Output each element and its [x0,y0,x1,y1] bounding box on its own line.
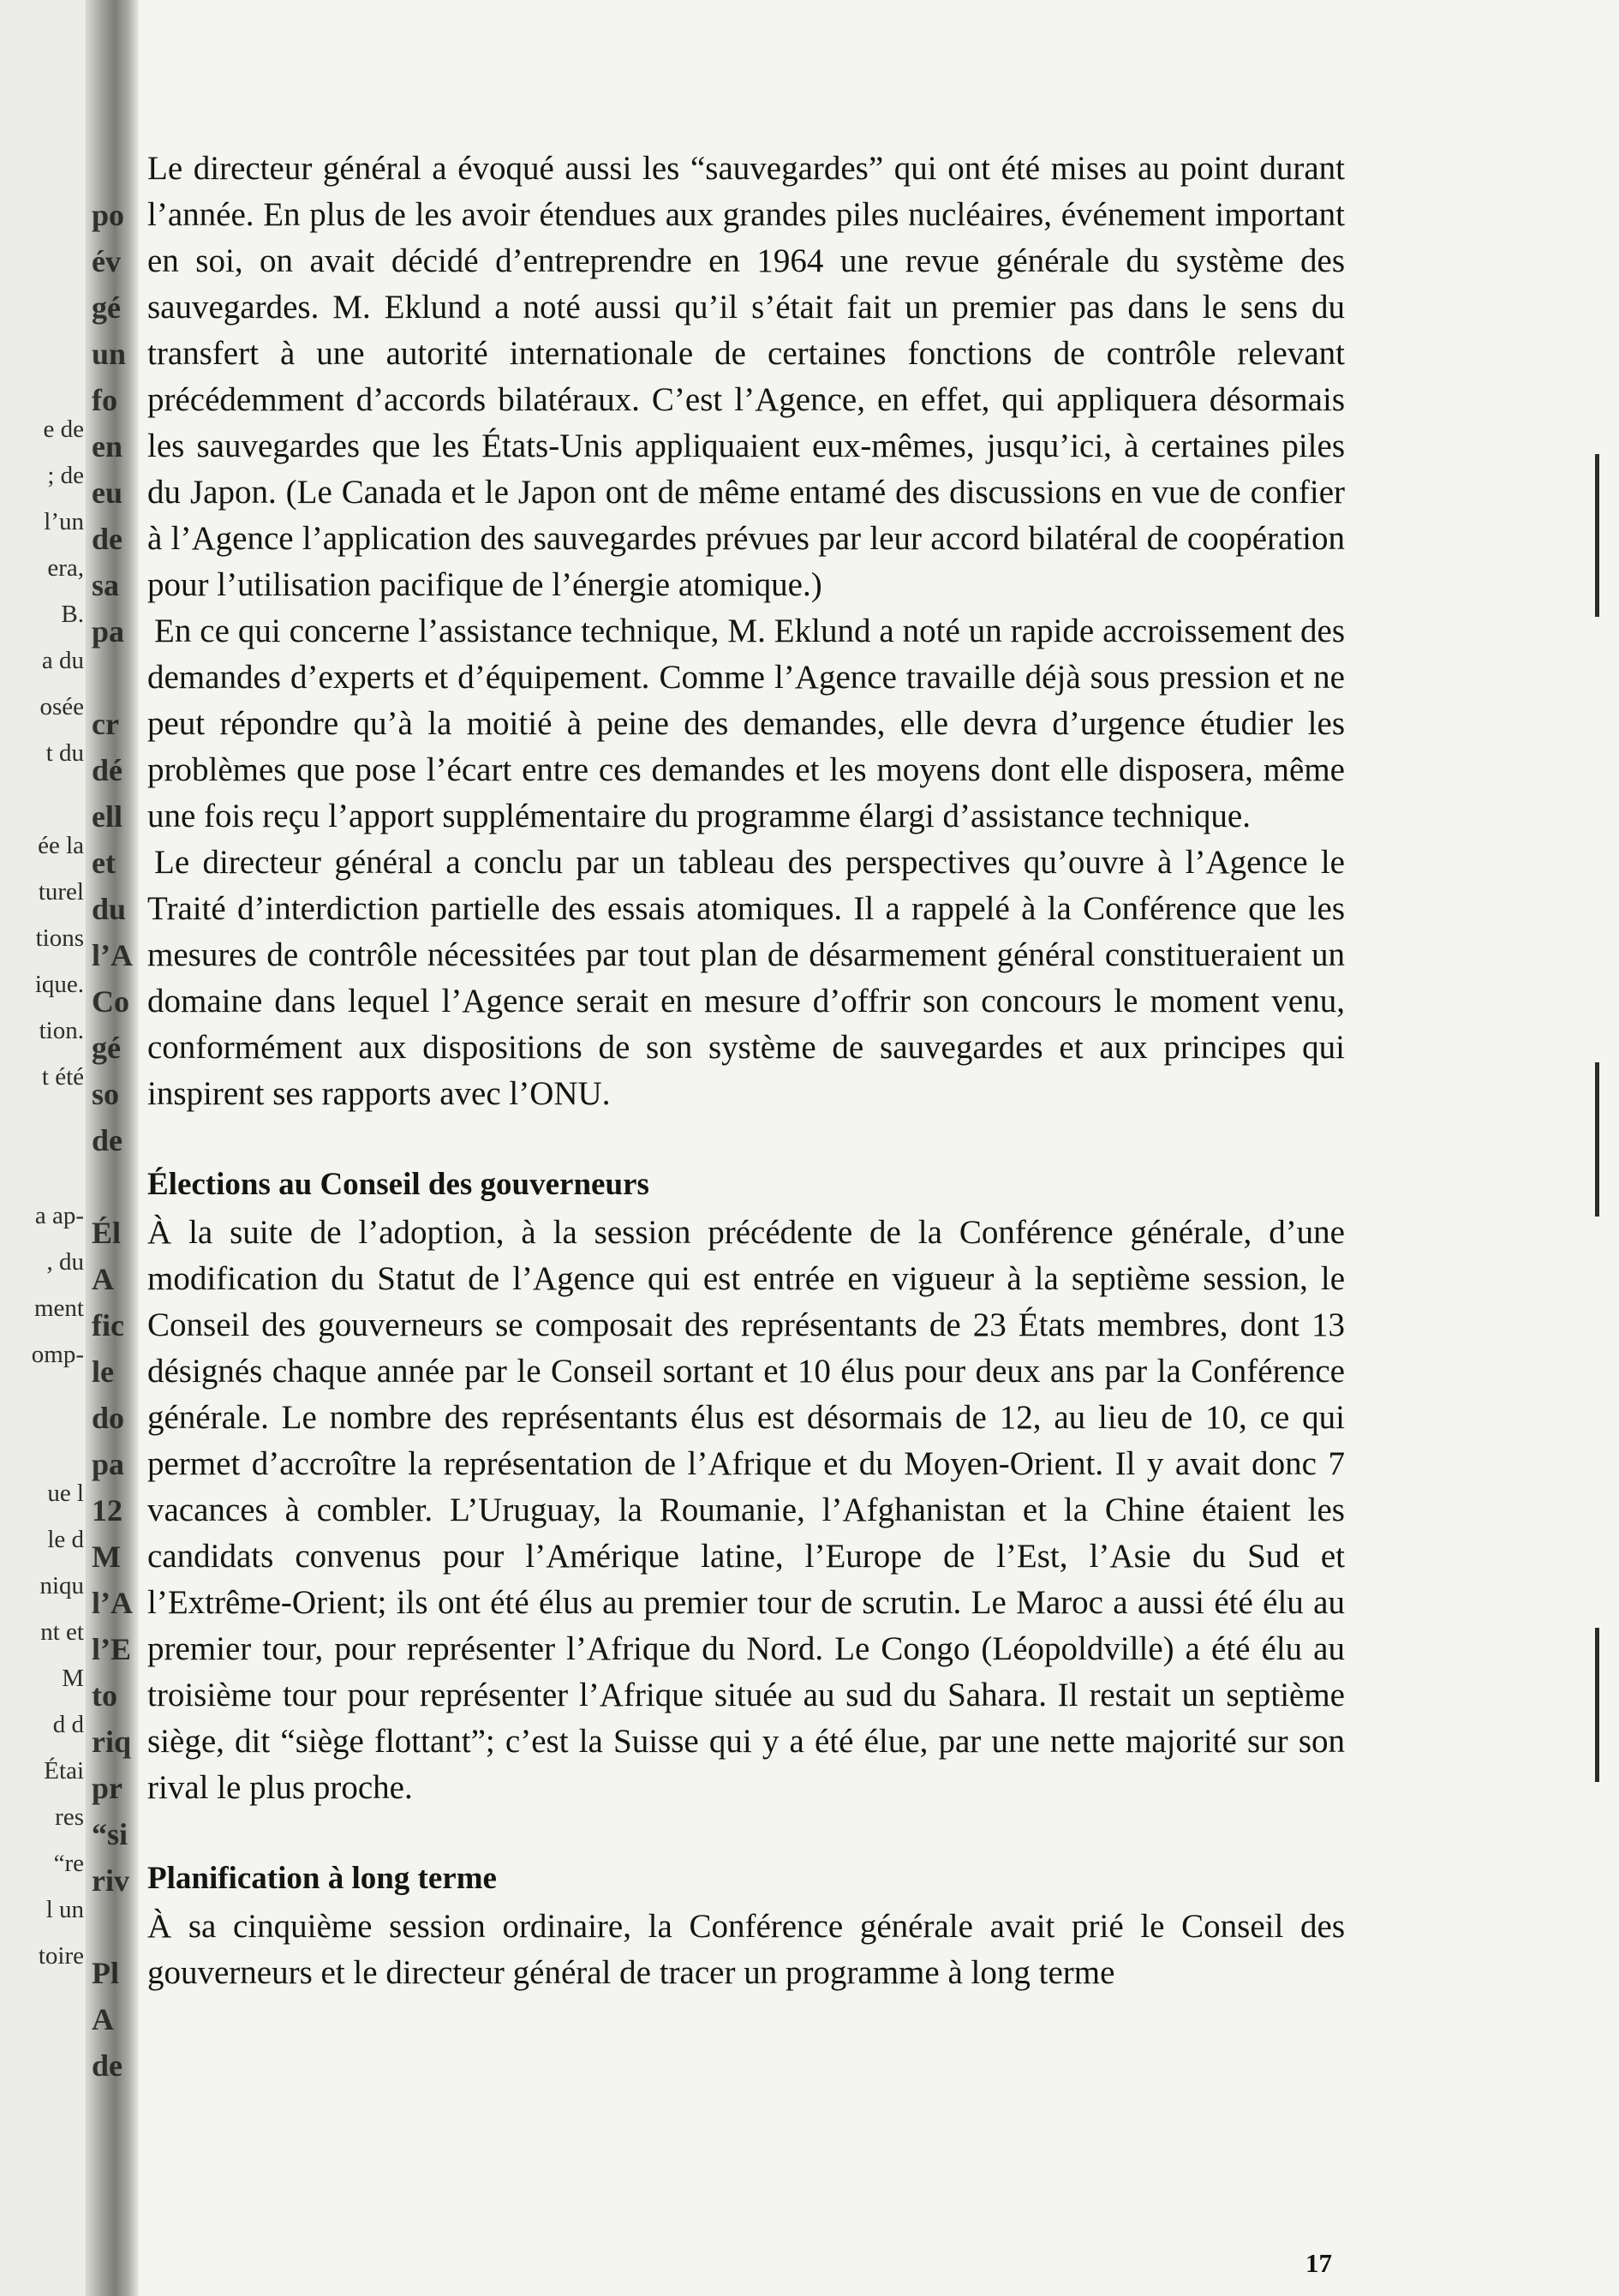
fragment: le d [47,1526,84,1553]
gutter-text-fragments [92,192,141,2089]
blank-line [92,1163,141,1210]
fragment: a du [41,647,84,674]
facing-page-text-fragments [0,406,84,1979]
page-body [147,146,1345,1996]
blank-line [0,1378,84,1470]
fragment: fic [92,1308,124,1342]
fragment: l’A [92,938,133,972]
fragment: nt et [40,1618,84,1646]
fragment: riv [92,1863,129,1898]
fragment: tions [35,924,84,952]
fragment: toire [38,1942,84,1970]
fragment: et [92,846,116,880]
section-heading: Planification à long terme [147,1861,497,1896]
fragment: Él [92,1216,122,1250]
fragment: so [92,1077,120,1111]
fragment: pa [92,614,125,649]
fragment: A [92,1262,114,1296]
fragment: dé [92,753,122,787]
fragment: év [92,244,121,278]
fragment: t été [41,1063,84,1091]
fragment: eu [92,475,122,510]
fragment: 12 [92,1493,122,1528]
fragment: du [92,892,127,926]
blank-line [0,1100,84,1193]
fragment: de [92,2048,122,2083]
fragment: l’E [92,1632,132,1666]
fragment: to [92,1678,117,1713]
fragment: Étai [44,1757,84,1785]
paragraph: En ce qui concerne l’assistance technique, M. Eklund a noté un rapide accroissement des demandes d’experts et d’équipement. Comme l’Agence travaille déjà sous pression et ne peut répondre qu’à la moitié à peine des demandes, elle devra d’urgence étudier les problèmes que pose l’écart entre ces demandes et les moyens dont elle disposera, même une fois reçu l’apport supplémentaire du programme élargi d’assistance technique. [147,613,1345,834]
fragment: era, [47,554,84,582]
fragment: cr [92,707,119,741]
fragment: turel [38,878,84,906]
fragment: ; de [47,462,84,489]
fragment: pa [92,1447,125,1481]
fragment: en [92,429,122,463]
fragment: l’un [44,508,84,535]
scan-edge-mark [1595,1628,1599,1782]
fragment: e de [43,416,84,443]
fragment: A [92,2002,114,2036]
fragment: le [92,1354,114,1389]
fragment: d d [52,1711,84,1738]
fragment: ue l [47,1480,84,1507]
fragment: pr [92,1771,122,1805]
fragment: res [55,1803,84,1831]
paragraph: À sa cinquième session ordinaire, la Conférence générale avait prié le Conseil des gouverneurs et le directeur général de tracer un programme à long terme [147,1908,1345,1991]
paragraph: À la suite de l’adoption, à la session précédente de la Conférence générale, d’une modification du Statut de l’Agence qui est entrée en vigueur à la septième session, le Conseil des gouverneurs se composait des représentants de 23 États membres, dont 13 désignés chaque année par le Conseil sortant et 10 élus pour deux ans par la Conférence générale. Le nombre des représentants élus est désormais de 12, au lieu de 10, ce qui permet d’accroître la représentation de l’Afrique et du Moyen-Orient. Il y avait donc 7 vacances à combler. L’Uruguay, la Roumanie, l’Afghanistan et la Chine étaient les candidats convenus pour l’Amérique latine, l’Europe de l’Est, l’Asie du Sud et l’Extrême-Orient; ils ont été élus au premier tour de scrutin. Le Maroc a aussi été élu au premier tour, pour représenter l’Afrique du Nord. Le Congo (Léopoldville) a été élu au troisième tour pour représenter l’Afrique située au sud du Sahara. Il restait un septième siège, dit “siège flottant”; c’est la Suisse qui y a été élue, par une nette majorité sur son rival le plus proche. [147,1214,1345,1806]
fragment: “si [92,1817,128,1851]
fragment: “re [53,1850,84,1877]
fragment: M [62,1665,84,1692]
fragment: osée [39,693,84,720]
scan-edge-mark [1595,1062,1599,1217]
fragment: l’A [92,1586,133,1620]
fragment: , du [46,1248,84,1276]
blank-line [92,655,141,701]
fragment: t du [45,739,84,767]
page-number: 17 [1305,2248,1332,2278]
fragment: ique. [34,971,84,998]
fragment: ell [92,799,122,834]
fragment: riq [92,1725,132,1759]
fragment: a ap- [34,1202,84,1229]
paragraph: Le directeur général a évoqué aussi les “sauvegardes” qui ont été mises au point durant l’année. En plus de les avoir étendues aux grandes piles nucléaires, événement important en soi, on avait décidé d’entreprendre en 1964 une revue générale du système des sauvegardes. M. Eklund a noté aussi qu’il s’était fait un premier pas dans le sens du transfert à une autorité internationale de certaines fonctions de contrôle relevant précédemment d’accords bilatéraux. C’est l’Agence, en effet, qui appliquera désormais les sauvegardes que les États-Unis appliquaient eux-mêmes, jusqu’ici, à certaines piles du Japon. (Le Canada et le Japon ont de même entamé des discussions en vue de confier à l’Agence l’application des sauvegardes prévues par leur accord bilatéral de coopération pour l’utilisation pacifique de l’énergie atomique.) [147,150,1345,603]
blank-line [92,1904,141,1950]
paragraph: Le directeur général a conclu par un tableau des perspectives qu’ouvre à l’Agence le Traité d’interdiction partielle des essais atomiques. Il a rappelé à la Conférence que les mesures de contrôle nécessitées par tout plan de désarmement général constitueraient un domaine dans lequel l’Agence serait en mesure d’offrir son concours le moment venu, conformément aux dispositions de son système de sauvegardes et aux principes qui inspirent ses rapports avec l’ONU. [147,844,1345,1112]
fragment: omp- [31,1341,84,1368]
fragment: de [92,522,122,556]
fragment: un [92,337,127,371]
fragment: gé [92,290,121,325]
fragment: niqu [39,1572,84,1599]
fragment: Pl [92,1956,119,1990]
fragment: ée la [38,832,84,859]
fragment: ment [34,1294,84,1322]
fragment: M [92,1540,121,1574]
fragment: Co [92,984,129,1019]
fragment: fo [92,383,117,417]
blank-line [0,776,84,822]
scan-edge-mark [1595,454,1599,617]
fragment: sa [92,568,120,602]
fragment: tion. [39,1017,84,1044]
fragment: de [92,1123,122,1157]
fragment: po [92,198,125,232]
fragment: gé [92,1031,121,1065]
fragment: l un [45,1896,84,1923]
section-heading: Élections au Conseil des gouverneurs [147,1167,649,1202]
fragment: do [92,1401,125,1435]
fragment: B. [61,601,84,628]
